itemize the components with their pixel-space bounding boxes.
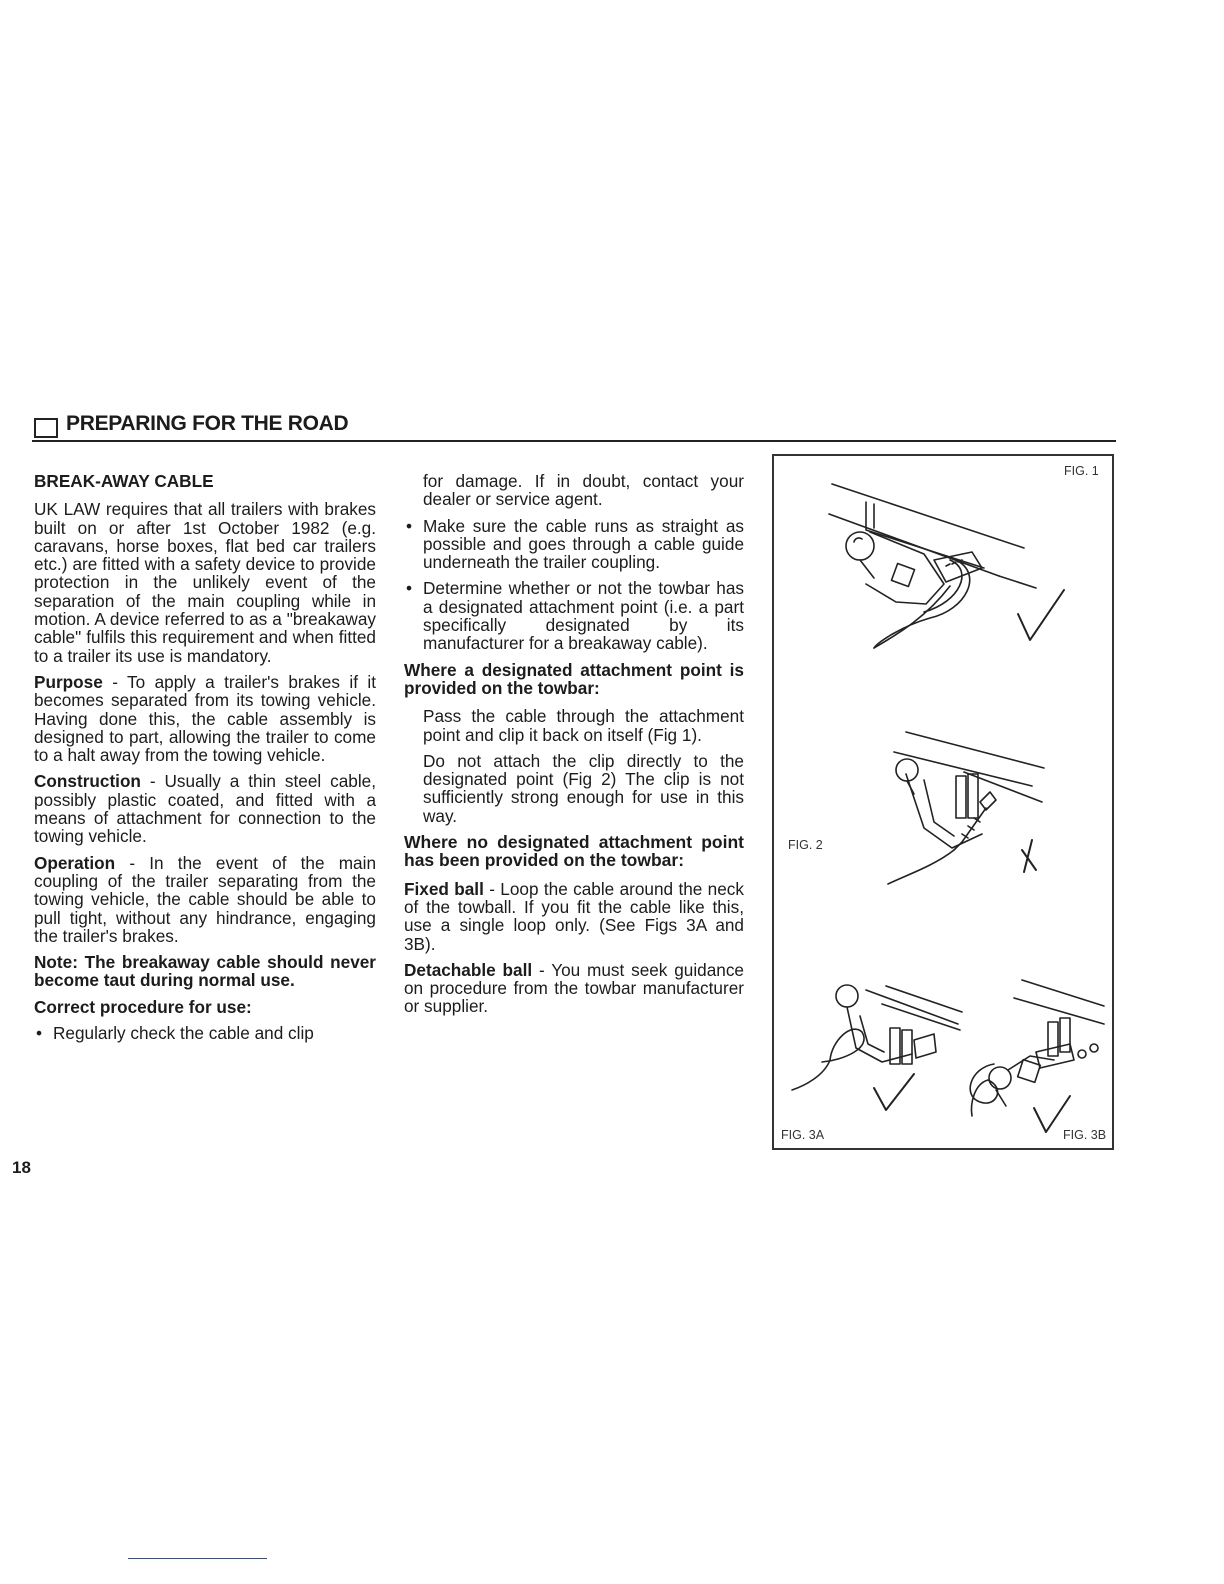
page-number: 18 — [12, 1158, 31, 1177]
footer-rule — [128, 1558, 267, 1559]
detachable-ball-paragraph — [404, 961, 744, 1016]
left-column — [34, 472, 376, 1050]
section-title: PREPARING FOR THE ROAD — [66, 412, 349, 435]
bullet-attachment-point: • Determine whether or not the towbar has a designated attachment point (i.e. a part specifically designated by its manufacturer for a breakaway cable). — [404, 579, 744, 652]
construction-label: Construction — [34, 771, 141, 792]
do-not-attach-paragraph: Do not attach the clip directly to the designated point (Fig 2) The clip is not sufficiently strong enough for use in this way. — [423, 750, 744, 826]
fig1-label: FIG. 1 — [1064, 464, 1099, 478]
bullet-check-cable: • Regularly check the cable and clip — [34, 1024, 376, 1042]
fig3a-towbar-drawing — [792, 985, 962, 1090]
figure-panel — [772, 454, 1114, 1150]
middle-column — [404, 472, 744, 1024]
fig1-towbar-drawing — [829, 484, 1036, 648]
note-paragraph: Note: The breakaway cable should never become taut during normal use. — [34, 952, 376, 991]
towbar-illustrations — [774, 456, 1112, 1148]
procedure-heading: Correct procedure for use: — [34, 996, 252, 1017]
fig2-label: FIG. 2 — [788, 838, 823, 852]
construction-text: - Usually a thin steel cable, possibly plastic coated, and fitted with a means of attachment for connection to the towing vehicle. — [34, 771, 376, 847]
fig2-towbar-drawing — [888, 732, 1044, 884]
fig1-check-mark — [1018, 590, 1064, 640]
detachable-ball-label: Detachable ball — [404, 959, 533, 980]
fig3a-check-mark — [874, 1074, 914, 1110]
section-header — [32, 412, 1116, 442]
bullet-cable-straight: • Make sure the cable runs as straight as possible and goes through a cable guide underneath the trailer coupling. — [404, 517, 744, 572]
fig3b-label: FIG. 3B — [1063, 1128, 1107, 1142]
operation-label: Operation — [34, 852, 116, 873]
heading-break-away-cable: BREAK-AWAY CABLE — [34, 471, 214, 491]
purpose-label: Purpose — [34, 671, 103, 692]
fig3b-towbar-drawing — [970, 980, 1104, 1116]
fixed-ball-paragraph — [404, 880, 744, 953]
heading-no-designated-point: Where no designated attachment point has been provided on the towbar: — [404, 832, 744, 871]
purpose-paragraph — [34, 673, 376, 764]
detachable-ball-text: - You must seek guidance on procedure from the towbar manufacturer or supplier. — [404, 959, 744, 1017]
fixed-ball-text: - Loop the cable around the neck of the towball. If you fit the cable like this, use a single loop only. (See Figs 3A and 3B). — [404, 878, 744, 954]
fig3a-label: FIG. 3A — [781, 1128, 825, 1142]
intro-paragraph: UK LAW requires that all trailers with brakes built on or after 1st October 1982 (e.g. caravans, horse boxes, flat bed car trailers etc.) are fitted with a safety device to provide protection in the unlikely event of the separation of the main coupling while in motion. A device referred to as a "breakaway cable" fulfils this requirement and when fitted to a trailer its use is mandatory. — [34, 499, 376, 666]
checkbox-icon — [34, 418, 58, 438]
operation-paragraph — [34, 854, 376, 945]
fixed-ball-label: Fixed ball — [404, 878, 484, 899]
purpose-text: - To apply a trailer's brakes if it becomes separated from its towing vehicle. Having done this, the cable assembly is designed to part, allowing the trailer to come to a halt away from the towing vehicle. — [34, 671, 376, 766]
operation-text: - In the event of the main coupling of the trailer separating from the towing vehicle, the cable should be able to pull tight, without any hindrance, engaging the trailer's brakes. — [34, 852, 376, 946]
heading-designated-point: Where a designated attachment point is provided on the towbar: — [404, 659, 744, 698]
bullet-continuation: for damage. If in doubt, contact your dealer or service agent. — [423, 471, 744, 510]
fig2-cross-mark — [1022, 840, 1036, 872]
construction-paragraph — [34, 772, 376, 845]
pass-cable-paragraph: Pass the cable through the attachment point and clip it back on itself (Fig 1). — [423, 706, 744, 745]
fig3b-check-mark — [1034, 1096, 1070, 1132]
